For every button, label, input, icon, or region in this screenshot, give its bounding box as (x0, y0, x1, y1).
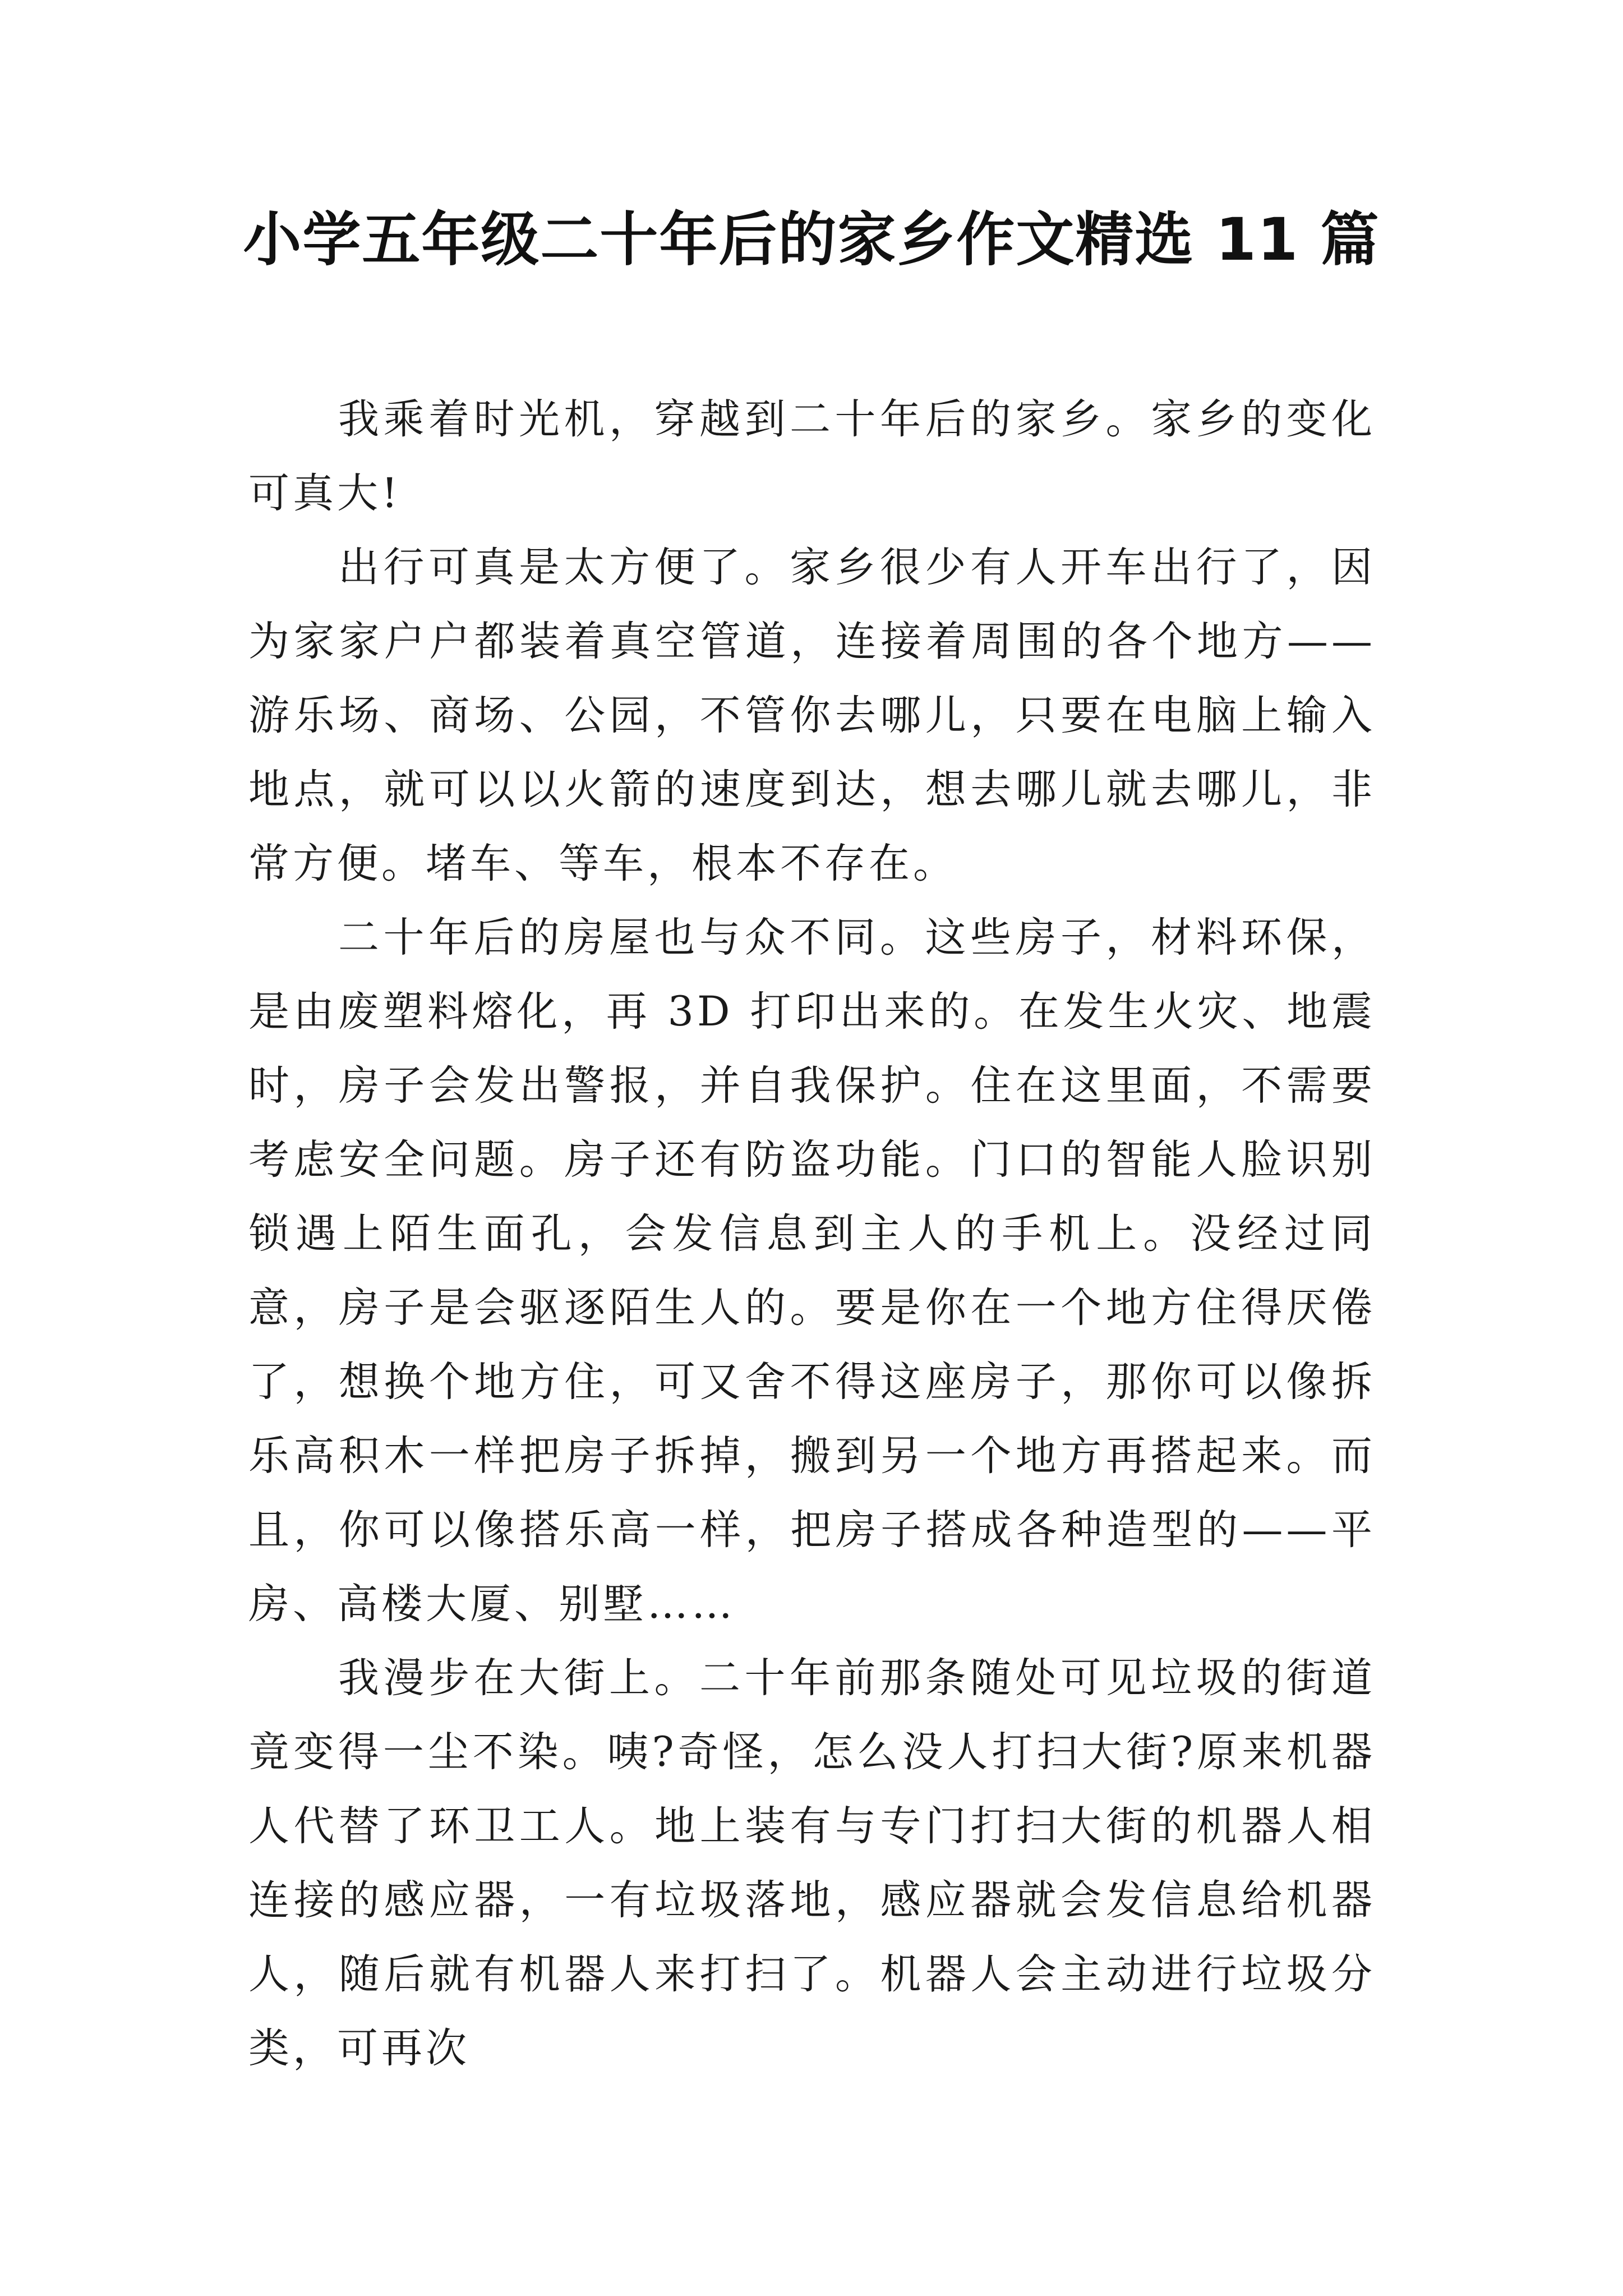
paragraph: 二十年后的房屋也与众不同。这些房子，材料环保，是由废塑料熔化，再 3D 打印出来的。在发生火灾、地震时，房子会发出警报，并自我保护。住在这里面，不需要考虑安全问题。房子还有防盗功能。门口的智能人脸识别锁遇上陌生面孔，会发信息到主人的手机上。没经过同意，房子是会驱逐陌生人的。要是你在一个地方住得厌倦了，想换个地方住，可又舍不得这座房子，那你可以像拆乐高积木一样把房子拆掉，搬到另一个地方再搭起来。而且，你可以像搭乐高一样，把房子搭成各种造型的——平房、高楼大厦、别墅…… (248, 914, 1376, 1628)
paragraph: 我乘着时光机，穿越到二十年后的家乡。家乡的变化可真大! (248, 395, 1376, 517)
paragraph: 出行可真是太方便了。家乡很少有人开车出行了，因为家家户户都装着真空管道，连接着周围的各个地方——游乐场、商场、公园，不管你去哪儿，只要在电脑上输入地点，就可以以火箭的速度到达，想去哪儿就去哪儿，非常方便。堵车、等车，根本不存在。 (248, 544, 1376, 887)
paragraph: 我漫步在大街上。二十年前那条随处可见垃圾的街道竟变得一尘不染。咦?奇怪，怎么没人打扫大街?原来机器人代替了环卫工人。地上装有与专门打扫大街的机器人相连接的感应器，一有垃圾落地，感应器就会发信息给机器人，随后就有机器人来打扫了。机器人会主动进行垃圾分类，可再次 (248, 1654, 1376, 2072)
document-title: 小学五年级二十年后的家乡作文精选 11 篇 (243, 205, 1380, 274)
document-body (248, 383, 1376, 2086)
